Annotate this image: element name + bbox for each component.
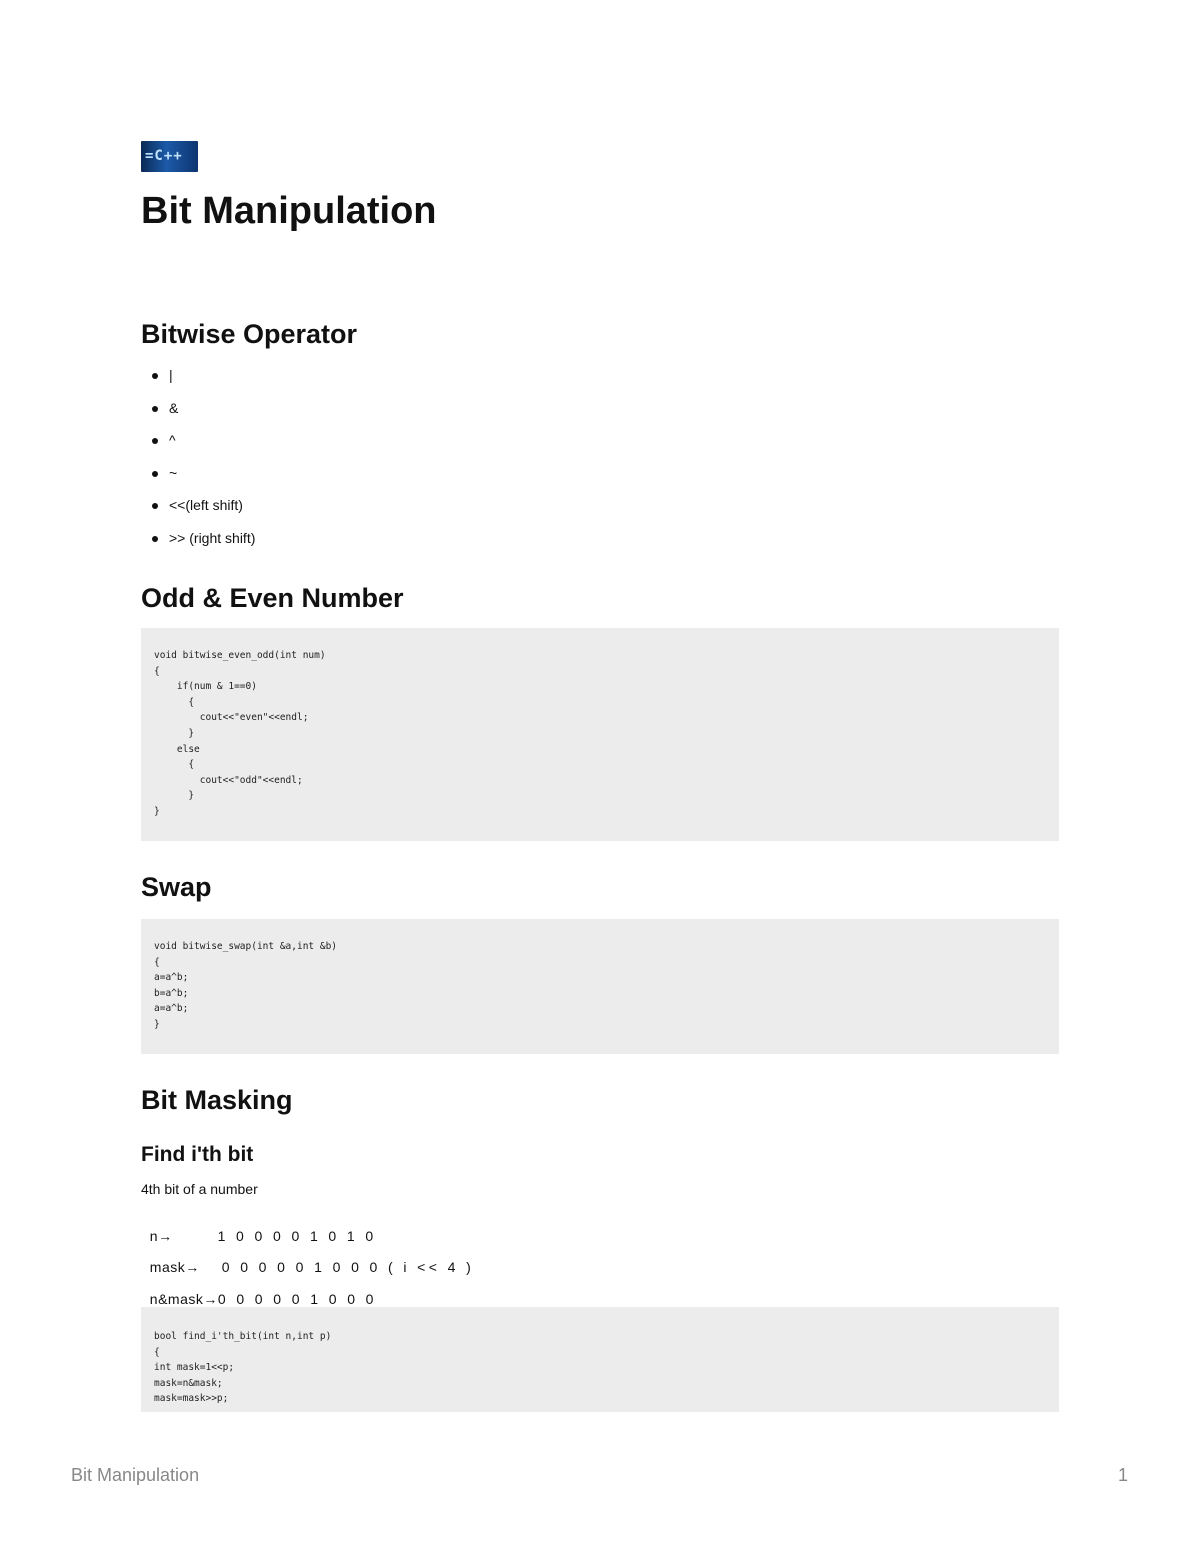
bitwise-operator-list — [150, 362, 255, 558]
list-item: <<(left shift) — [150, 492, 255, 525]
code-block-swap — [141, 919, 1059, 1054]
row-mask — [141, 1243, 474, 1275]
heading-bitwise-operator: Bitwise Operator — [141, 319, 358, 349]
row-value: 1 0 0 0 0 1 0 1 0 — [217, 1228, 377, 1244]
code-text: bool find_i'th_bit(int n,int p) { int mask=1<<p; mask=n&mask; mask=mask>>p; — [154, 1331, 332, 1405]
code-block-odd-even — [141, 628, 1059, 841]
row-n-and-mask — [141, 1275, 377, 1307]
row-n — [141, 1212, 377, 1244]
list-item: ~ — [150, 460, 255, 493]
heading-bit-masking: Bit Masking — [141, 1085, 293, 1115]
row-label: n&mask→ — [149, 1291, 218, 1307]
row-value: 0 0 0 0 0 1 0 0 0 — [217, 1291, 377, 1307]
subheading-find-ith-bit: Find i'th bit — [141, 1143, 254, 1166]
heading-odd-even: Odd & Even Number — [141, 583, 404, 613]
list-item: >> (right shift) — [150, 525, 255, 558]
list-item: & — [150, 395, 255, 428]
footer-page-number: 1 — [1118, 1465, 1129, 1485]
document-title: Bit Manipulation — [141, 190, 437, 232]
cpp-logo-image: =C++ — [141, 141, 198, 172]
list-item: | — [150, 362, 255, 395]
row-label: mask→ — [149, 1259, 200, 1275]
code-block-find-ith-bit — [141, 1307, 1059, 1412]
code-text: void bitwise_swap(int &a,int &b) { a=a^b; b=a^b; a=a^b; } — [154, 941, 338, 1030]
heading-swap: Swap — [141, 872, 212, 902]
code-text: void bitwise_even_odd(int num) { if(num & 1==0) { cout<<"even"<<endl; } else { cout<<"odd"<<endl; } } — [154, 650, 326, 817]
list-item: ^ — [150, 427, 255, 460]
row-label: n→ — [149, 1228, 173, 1244]
footer-title: Bit Manipulation — [71, 1465, 200, 1485]
row-value: 0 0 0 0 0 1 0 0 0 ( i << 4 ) — [221, 1259, 475, 1275]
bit-masking-description: 4th bit of a number — [141, 1181, 258, 1197]
